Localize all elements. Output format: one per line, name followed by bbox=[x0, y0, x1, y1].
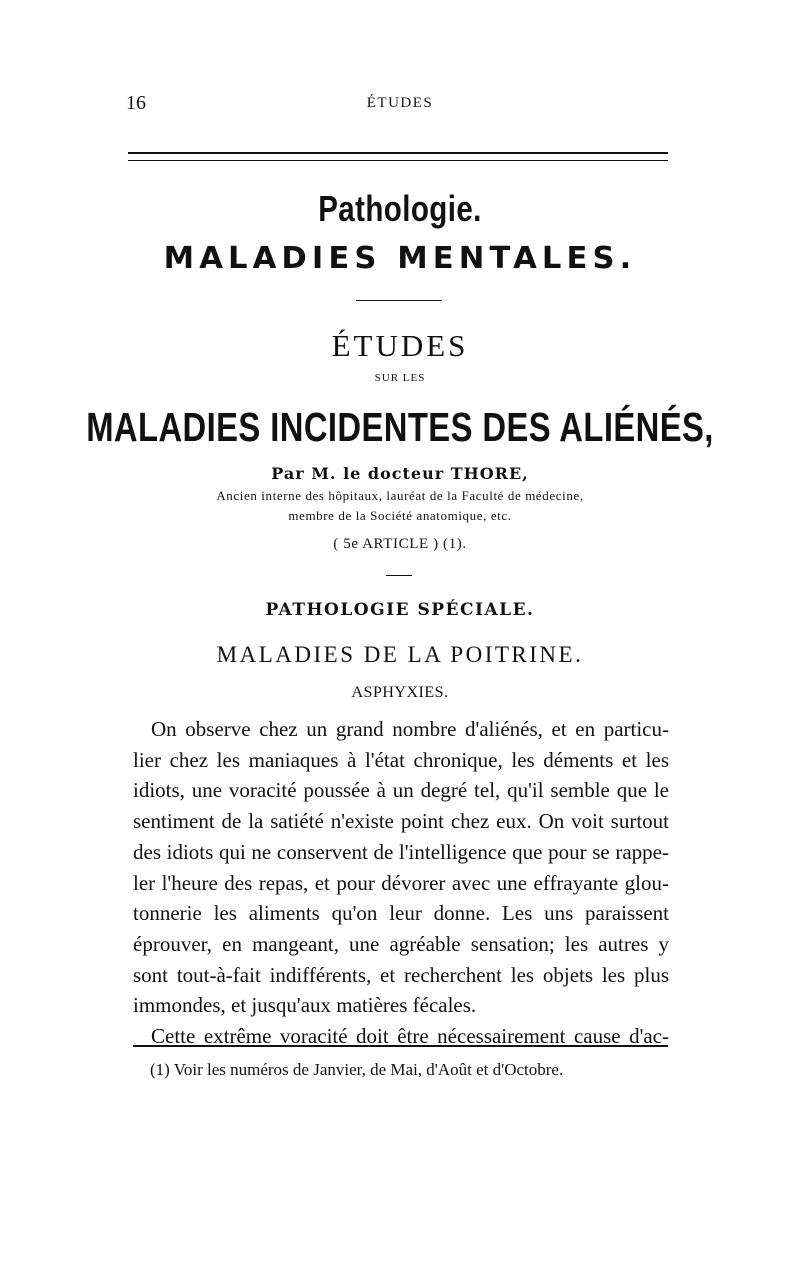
article-note: ( 5e ARTICLE ) (1). bbox=[333, 536, 467, 552]
article-title: MALADIES INCIDENTES DES ALIÉNÉS, bbox=[86, 404, 714, 450]
chapter-heading: MALADIES DE LA POITRINE. bbox=[216, 642, 584, 667]
sub-heading: ASPHYXIES. bbox=[351, 684, 449, 701]
text-line: sont tout-à-fait indifférents, et recherchent les objets les plus bbox=[133, 962, 669, 987]
text-line: lier chez les maniaques à l'état chronique, les déments et les bbox=[133, 747, 669, 772]
section-title: Pathologie. bbox=[318, 188, 482, 229]
text-line: tonnerie les aliments qu'on leur donne. Les uns paraissent bbox=[133, 901, 669, 926]
author-description: membre de la Société anatomique, etc. bbox=[288, 508, 512, 523]
text-line: idiots, une voracité poussée à un degré tel, qu'il semble que le bbox=[133, 778, 669, 803]
header-rule bbox=[128, 152, 668, 161]
footnote-rule bbox=[133, 1045, 668, 1047]
text-line: des idiots qui ne conservent de l'intelligence que pour se rappe- bbox=[133, 839, 669, 864]
body-text bbox=[133, 714, 669, 1052]
page-number: 16 bbox=[126, 92, 146, 114]
author-description: Ancien interne des hôpitaux, lauréat de la Faculté de médecine, bbox=[216, 488, 584, 503]
running-title: ÉTUDES bbox=[366, 95, 434, 111]
text-line: ler l'heure des repas, et pour dévorer avec une effrayante glou- bbox=[133, 870, 669, 895]
text-line: immondes, et jusqu'aux matières fécales. bbox=[133, 993, 477, 1018]
footnote: (1) Voir les numéros de Janvier, de Mai, d'Août et d'Octobre. bbox=[150, 1060, 564, 1079]
text-line: On observe chez un grand nombre d'aliénés, et en particu- bbox=[151, 717, 669, 741]
text-line: Cette extrême voracité doit être nécessairement cause d'ac- bbox=[151, 1024, 669, 1049]
article-pretitle: ÉTUDES bbox=[331, 328, 469, 363]
text-line: éprouver, en mangeant, une agréable sensation; les autres y bbox=[133, 931, 669, 956]
special-heading: PATHOLOGIE SPÉCIALE. bbox=[265, 600, 535, 620]
section-subtitle: MALADIES MENTALES. bbox=[163, 241, 637, 276]
article-sur-les: SUR LES bbox=[374, 372, 426, 384]
divider bbox=[386, 575, 412, 576]
text-line: sentiment de la satiété n'existe point chez eux. On voit surtout bbox=[133, 809, 669, 834]
divider bbox=[356, 300, 442, 301]
author-line: Par M. le docteur THORE, bbox=[271, 464, 529, 483]
